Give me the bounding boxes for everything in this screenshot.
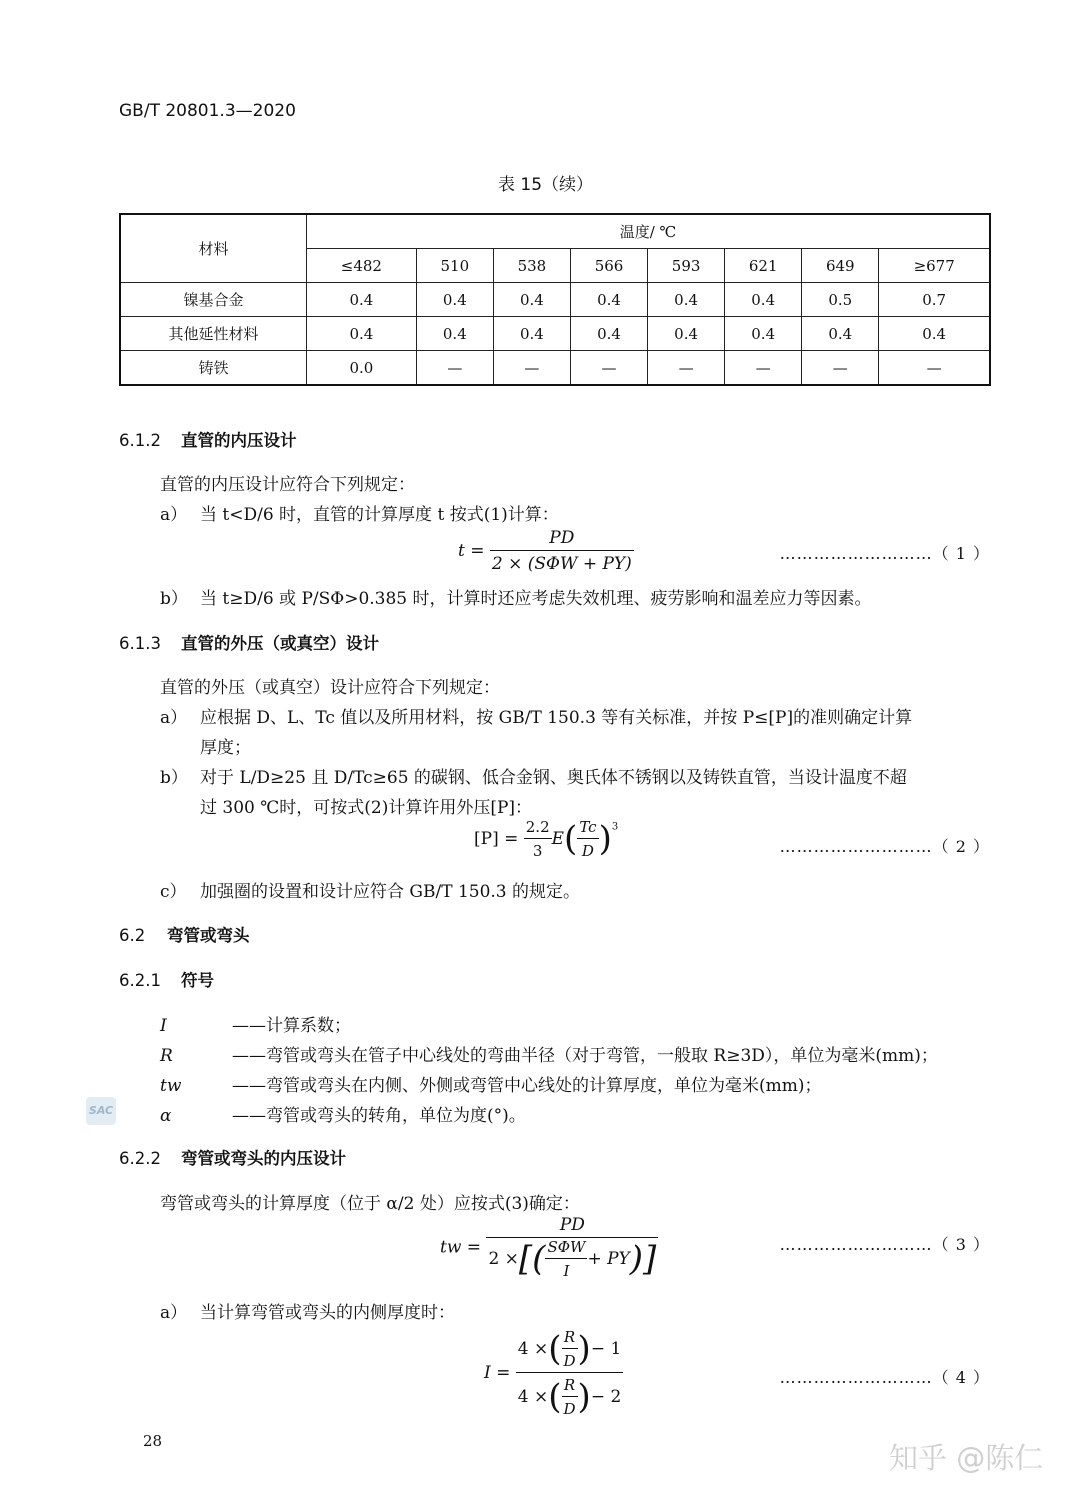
section-number: 6.2 [119,926,146,945]
formula-lhs: [P] = [474,829,519,849]
temp-cell: 621 [725,249,802,283]
value-cell: 0.4 [307,317,417,351]
equation-number-3: ………………………（ 3 ） [779,1235,990,1254]
list-label: a） [160,708,188,728]
formula-inner-denominator: D [577,838,598,860]
material-header: 材料 [120,214,307,283]
section-6-2-1-heading [119,967,214,991]
formula-r: R [563,1376,576,1394]
section-title: 直管的外压（或真空）设计 [181,634,379,653]
section-title: 弯管或弯头的内压设计 [181,1149,346,1168]
value-cell: — [802,351,879,386]
equation-number-2: ………………………（ 2 ） [779,837,990,856]
list-text-continued: 厚度； [200,738,251,758]
symbol: α [160,1106,172,1126]
value-cell: 0.4 [879,317,990,351]
section-title: 符号 [181,971,214,990]
page-number: 28 [143,1432,163,1450]
value-cell: 0.4 [416,283,493,317]
value-cell: — [416,351,493,386]
formula-den-prefix: 2 × [488,1249,519,1269]
formula-lhs: I = [484,1363,511,1383]
symbol-item [160,1101,526,1126]
paragraph: 直管的外压（或真空）设计应符合下列规定： [160,678,500,698]
section-title: 弯管或弯头 [167,926,250,945]
formula-numerator: PD [559,1215,585,1235]
material-temperature-table [119,213,991,386]
sac-logo: SAC [86,1097,116,1125]
value-cell: 0.4 [416,317,493,351]
list-item-b [160,763,907,788]
value-cell: 0.4 [725,317,802,351]
temperature-header: 温度/ ℃ [307,214,991,249]
value-cell: — [725,351,802,386]
paragraph: 直管的内压设计应符合下列规定： [160,475,415,495]
section-6-1-3-heading [119,630,379,654]
value-cell: — [570,351,647,386]
formula-inner-numerator: Tc [579,818,597,836]
formula-exponent: 3 [611,821,619,833]
equation-number-1: ………………………（ 1 ） [779,544,990,563]
section-title: 直管的内压设计 [181,431,297,450]
table-row [120,317,990,351]
list-item-a [160,500,559,525]
symbol: I [160,1016,167,1036]
list-item-c [160,877,580,902]
temp-cell: 593 [648,249,725,283]
formula-1 [458,528,634,574]
list-label: b） [160,589,188,609]
formula-4: I = 4 ×( $\frac{R}{D}$ )− 1 4 ×( $\frac{R}{D}$ )− 2 [484,1328,622,1418]
list-label: b） [160,768,188,788]
list-text: 当计算弯管或弯头的内侧厚度时： [200,1303,455,1323]
paragraph: 弯管或弯头的计算厚度（位于 α/2 处）应按式(3)确定： [160,1194,580,1214]
table-row [120,283,990,317]
section-number: 6.2.2 [119,1149,161,1168]
list-item-a [160,703,912,728]
section-6-2-heading [119,922,250,946]
table-row [120,351,990,386]
value-cell: 0.4 [307,283,417,317]
formula-denominator: 3 [524,838,552,860]
symbol-description: ——弯管或弯头的转角，单位为度(°)。 [232,1106,526,1126]
value-cell: 0.4 [570,317,647,351]
section-number: 6.1.2 [119,431,161,450]
temp-cell: ≥677 [879,249,990,283]
section-6-1-2-heading [119,427,297,451]
formula-2: [P] = $\frac{2.2}{3}$ E( $\frac{Tc}{D}$ )$^3$ [474,818,619,860]
value-cell: 0.4 [648,283,725,317]
symbol-item [160,1071,822,1096]
formula-lhs: tw = [440,1237,482,1258]
formula-den-suffix: − 2 [590,1387,622,1407]
list-label: a） [160,505,188,525]
formula-inner-denominator: I [545,1258,587,1280]
formula-numerator: PD [549,528,575,548]
equation-number-4: ………………………（ 4 ） [779,1368,990,1387]
list-label: a） [160,1303,188,1323]
formula-3: tw = PD 2 ×[( $\frac{\text{SΦW}}{I}$ + PY)] [440,1215,657,1280]
temp-cell: 566 [570,249,647,283]
symbol-item [160,1041,938,1066]
formula-num-suffix: − 1 [590,1339,622,1359]
list-text-continued: 过 300 ℃时，可按式(2)计算许用外压[P]： [200,798,533,818]
list-item-a [160,1298,455,1323]
watermark: 知乎 @陈仁 [889,1441,1044,1475]
formula-den-prefix: 4 × [517,1387,549,1407]
value-cell: 0.4 [493,283,570,317]
symbol-item [160,1011,351,1036]
section-number: 6.1.3 [119,634,161,653]
value-cell: 0.4 [648,317,725,351]
standard-code: GB/T 20801.3—2020 [119,101,296,121]
value-cell: — [879,351,990,386]
value-cell: 0.7 [879,283,990,317]
formula-den-suffix: + PY [587,1249,630,1269]
formula-r: R [563,1328,576,1346]
temp-cell: 510 [416,249,493,283]
formula-denominator: 2 × (SΦW + PY) [490,550,634,574]
formula-inner-numerator: SΦW [547,1238,586,1256]
row-name: 铸铁 [120,351,307,386]
value-cell: — [493,351,570,386]
value-cell: 0.4 [570,283,647,317]
formula-d: D [562,1348,578,1370]
list-item-b [160,584,872,609]
symbol-description: ——弯管或弯头在内侧、外侧或弯管中心线处的计算厚度，单位为毫米(mm)； [232,1076,822,1096]
formula-d: D [562,1396,578,1418]
formula-e: E [551,829,565,849]
row-name: 镍基合金 [120,283,307,317]
value-cell: 0.0 [307,351,417,386]
symbol-description: ——计算系数； [232,1016,351,1036]
list-text: 加强圈的设置和设计应符合 GB/T 150.3 的规定。 [200,882,581,902]
value-cell: 0.4 [725,283,802,317]
list-text: 当 t≥D/6 或 P/SΦ>0.385 时，计算时还应考虑失效机理、疲劳影响和温差应力等因素。 [200,589,872,609]
temp-cell: 649 [802,249,879,283]
formula-num-prefix: 4 × [517,1339,549,1359]
list-text: 应根据 D、L、Tc 值以及所用材料，按 GB/T 150.3 等有关标准，并按 P≤[P]的准则确定计算 [200,708,913,728]
value-cell: 0.5 [802,283,879,317]
section-number: 6.2.1 [119,971,161,990]
formula-numerator: 2.2 [525,818,550,836]
temp-cell: 538 [493,249,570,283]
list-text: 对于 L/D≥25 且 D/Tc≥65 的碳钢、低合金钢、奥氏体不锈钢以及铸铁直管，当设计温度不超 [200,768,907,788]
value-cell: 0.4 [493,317,570,351]
temp-cell: ≤482 [307,249,417,283]
symbol: R [160,1046,173,1066]
value-cell: — [648,351,725,386]
formula-lhs: t = [458,541,485,561]
table-caption: 表 15（续） [497,175,594,195]
symbol-description: ——弯管或弯头在管子中心线处的弯曲半径（对于弯管，一般取 R≥3D），单位为毫米(mm)； [232,1046,938,1066]
symbol: tw [160,1076,182,1096]
list-label: c） [160,882,187,902]
list-text: 当 t<D/6 时，直管的计算厚度 t 按式(1)计算： [200,505,559,525]
value-cell: 0.4 [802,317,879,351]
row-name: 其他延性材料 [120,317,307,351]
section-6-2-2-heading [119,1145,346,1169]
